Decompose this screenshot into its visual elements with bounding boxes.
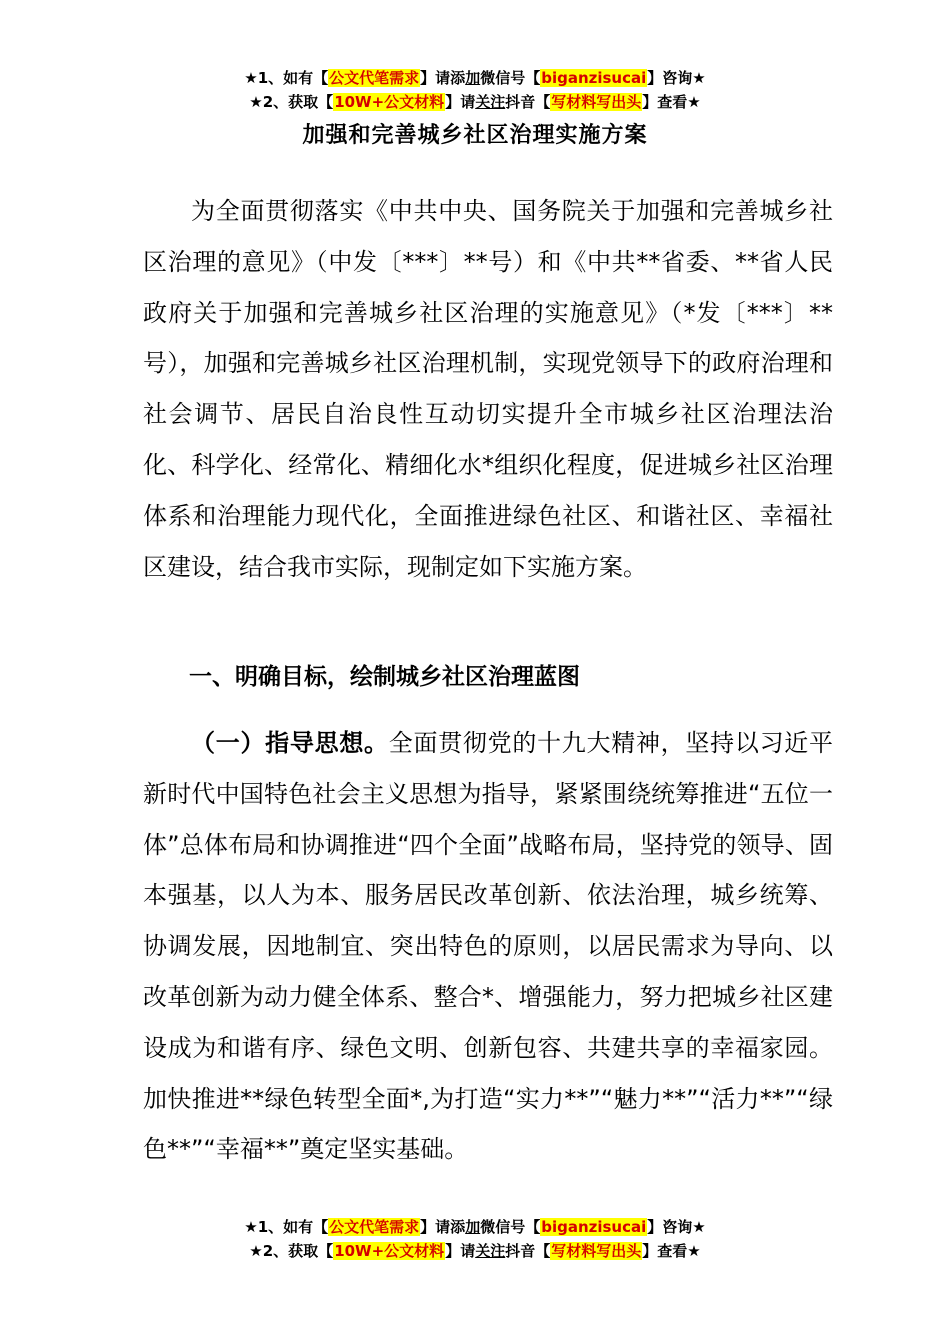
promo-line-1: [0, 1215, 950, 1239]
promo-text: ★2、获取【: [249, 1242, 334, 1260]
promo-underline: 加: [465, 1218, 481, 1236]
promo-highlight: 公文代笔需求: [329, 1218, 420, 1236]
paragraph-lead-heading: （一）指导思想。: [191, 729, 389, 757]
promo-banner-bottom: [0, 1215, 950, 1263]
promo-text: 微信号【: [480, 69, 541, 87]
promo-text: 】咨询★: [647, 1218, 706, 1236]
promo-text: 抖音【: [505, 93, 551, 111]
section-heading-1: 一、明确目标，绘制城乡社区治理蓝图: [189, 664, 580, 690]
promo-text: 微信号【: [480, 1218, 541, 1236]
promo-highlight: biganzisucai: [541, 1218, 647, 1236]
promo-highlight: 公文代笔需求: [329, 69, 420, 87]
promo-banner-top: [0, 66, 950, 114]
guiding-thought-paragraph: [143, 718, 833, 1175]
promo-line-1: [0, 66, 950, 90]
promo-text: ★1、如有【: [244, 69, 329, 87]
promo-text: ★1、如有【: [244, 1218, 329, 1236]
promo-text: 】查看★: [642, 93, 701, 111]
promo-text: ★2、获取【: [249, 93, 334, 111]
promo-text: 】请: [445, 93, 476, 111]
promo-text: 】请添: [420, 1218, 466, 1236]
promo-underline: 加: [465, 69, 481, 87]
promo-underline: 关注: [475, 1242, 506, 1260]
promo-highlight: 10W+公文材料: [334, 1242, 445, 1260]
promo-line-2: [0, 1239, 950, 1263]
promo-highlight: 10W+公文材料: [334, 93, 445, 111]
promo-underline: 关注: [475, 93, 506, 111]
promo-highlight: 写材料写出头: [551, 1242, 642, 1260]
intro-paragraph: 为全面贯彻落实《中共中央、国务院关于加强和完善城乡社区治理的意见》（中发〔***〕**号）和《中共**省委、**省人民政府关于加强和完善城乡社区治理的实施意见》（*发〔***〕**号），加强和完善城乡社区治理机制，实现党领导下的政府治理和社会调节、居民自治良性互动切实提升全市城乡社区治理法治化、科学化、经常化、精细化水*组织化程度，促进城乡社区治理体系和治理能力现代化，全面推进绿色社区、和谐社区、幸福社区建设，结合我市实际，现制定如下实施方案。: [143, 197, 833, 581]
promo-text: 】请: [445, 1242, 476, 1260]
promo-highlight: biganzisucai: [541, 69, 647, 87]
document-title: 加强和完善城乡社区治理实施方案: [302, 123, 648, 148]
promo-text: 抖音【: [505, 1242, 551, 1260]
promo-text: 】请添: [420, 69, 466, 87]
promo-text: 】查看★: [642, 1242, 701, 1260]
promo-text: 】咨询★: [647, 69, 706, 87]
promo-highlight: 写材料写出头: [551, 93, 642, 111]
promo-line-2: [0, 90, 950, 114]
paragraph-text: 全面贯彻党的十九大精神，坚持以习近平新时代中国特色社会主义思想为指导，紧紧围绕统筹推进“五位一体”总体布局和协调推进“四个全面”战略布局，坚持党的领导、固本强基，以人为本、服务居民改革创新、依法治理，城乡统筹、协调发展，因地制宜、突出特色的原则，以居民需求为导向、以改革创新为动力健全体系、整合*、增强能力，努力把城乡社区建设成为和谐有序、绿色文明、创新包容、共建共享的幸福家园。加快推进**绿色转型全面*,为打造“实力**”“魅力**”“活力**”“绿色**”“幸福**”奠定坚实基础。: [143, 729, 834, 1164]
